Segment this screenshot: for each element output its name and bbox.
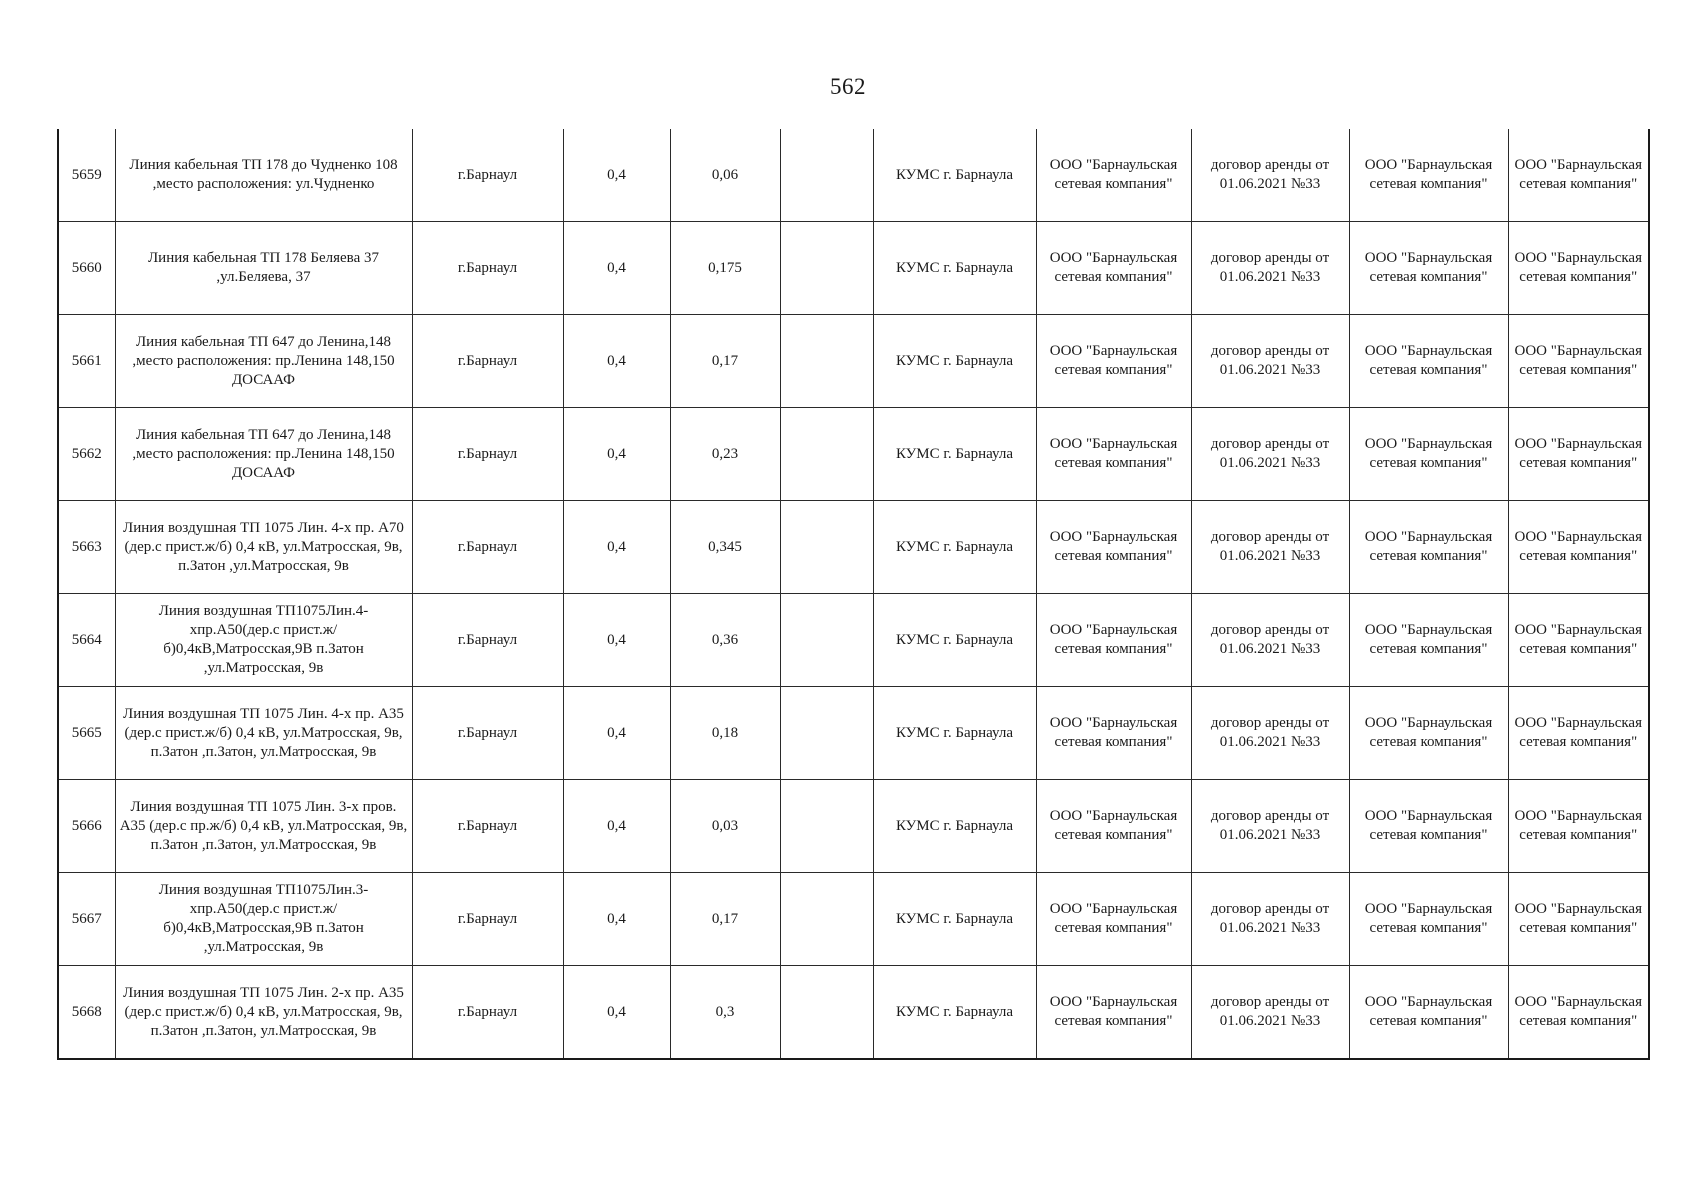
length-cell: 0,17 xyxy=(670,873,780,966)
basis-cell: договор аренды от 01.06.2021 №33 xyxy=(1191,966,1349,1060)
basis-cell: договор аренды от 01.06.2021 №33 xyxy=(1191,315,1349,408)
table-row xyxy=(58,873,1649,966)
row-number-cell: 5662 xyxy=(58,408,115,501)
row-number-cell: 5663 xyxy=(58,501,115,594)
length-cell: 0,36 xyxy=(670,594,780,687)
basis-cell: договор аренды от 01.06.2021 №33 xyxy=(1191,501,1349,594)
page-number: 562 xyxy=(830,74,866,99)
servicer-cell: ООО "Барнаульская сетевая компания" xyxy=(1508,873,1649,966)
voltage-cell: 0,4 xyxy=(563,315,670,408)
holder-cell: ООО "Барнаульская сетевая компания" xyxy=(1036,315,1191,408)
city-cell: г.Барнаул xyxy=(412,315,563,408)
row-number-cell: 5659 xyxy=(58,129,115,222)
object-name-cell: Линия воздушная ТП 1075 Лин. 3-х пров. А35 (дер.с пр.ж/б) 0,4 кВ, ул.Матросская, 9в, п.Затон ,п.Затон, ул.Матросская, 9в xyxy=(115,780,412,873)
operator-cell: ООО "Барнаульская сетевая компания" xyxy=(1349,408,1508,501)
owner-cell: КУМС г. Барнаула xyxy=(873,408,1036,501)
voltage-cell: 0,4 xyxy=(563,222,670,315)
empty-cell xyxy=(780,501,873,594)
owner-cell: КУМС г. Барнаула xyxy=(873,780,1036,873)
owner-cell: КУМС г. Барнаула xyxy=(873,966,1036,1060)
row-number-cell: 5660 xyxy=(58,222,115,315)
registry-table xyxy=(57,129,1650,1060)
voltage-cell: 0,4 xyxy=(563,594,670,687)
city-cell: г.Барнаул xyxy=(412,873,563,966)
city-cell: г.Барнаул xyxy=(412,129,563,222)
servicer-cell: ООО "Барнаульская сетевая компания" xyxy=(1508,501,1649,594)
row-number-cell: 5661 xyxy=(58,315,115,408)
servicer-cell: ООО "Барнаульская сетевая компания" xyxy=(1508,129,1649,222)
city-cell: г.Барнаул xyxy=(412,501,563,594)
owner-cell: КУМС г. Барнаула xyxy=(873,873,1036,966)
empty-cell xyxy=(780,408,873,501)
empty-cell xyxy=(780,687,873,780)
voltage-cell: 0,4 xyxy=(563,408,670,501)
owner-cell: КУМС г. Барнаула xyxy=(873,687,1036,780)
owner-cell: КУМС г. Барнаула xyxy=(873,129,1036,222)
row-number-cell: 5667 xyxy=(58,873,115,966)
city-cell: г.Барнаул xyxy=(412,780,563,873)
city-cell: г.Барнаул xyxy=(412,594,563,687)
servicer-cell: ООО "Барнаульская сетевая компания" xyxy=(1508,594,1649,687)
servicer-cell: ООО "Барнаульская сетевая компания" xyxy=(1508,780,1649,873)
length-cell: 0,175 xyxy=(670,222,780,315)
owner-cell: КУМС г. Барнаула xyxy=(873,222,1036,315)
operator-cell: ООО "Барнаульская сетевая компания" xyxy=(1349,501,1508,594)
holder-cell: ООО "Барнаульская сетевая компания" xyxy=(1036,687,1191,780)
length-cell: 0,17 xyxy=(670,315,780,408)
basis-cell: договор аренды от 01.06.2021 №33 xyxy=(1191,873,1349,966)
object-name-cell: Линия кабельная ТП 647 до Ленина,148 ,место расположения: пр.Ленина 148,150 ДОСААФ xyxy=(115,315,412,408)
object-name-cell: Линия кабельная ТП 178 до Чудненко 108 ,место расположения: ул.Чудненко xyxy=(115,129,412,222)
owner-cell: КУМС г. Барнаула xyxy=(873,594,1036,687)
empty-cell xyxy=(780,873,873,966)
basis-cell: договор аренды от 01.06.2021 №33 xyxy=(1191,408,1349,501)
table-row xyxy=(58,129,1649,222)
row-number-cell: 5664 xyxy=(58,594,115,687)
holder-cell: ООО "Барнаульская сетевая компания" xyxy=(1036,408,1191,501)
basis-cell: договор аренды от 01.06.2021 №33 xyxy=(1191,780,1349,873)
basis-cell: договор аренды от 01.06.2021 №33 xyxy=(1191,594,1349,687)
object-name-cell: Линия кабельная ТП 178 Беляева 37 ,ул.Беляева, 37 xyxy=(115,222,412,315)
row-number-cell: 5666 xyxy=(58,780,115,873)
voltage-cell: 0,4 xyxy=(563,780,670,873)
object-name-cell: Линия воздушная ТП 1075 Лин. 4-х пр. А35 (дер.с прист.ж/б) 0,4 кВ, ул.Матросская, 9в, п.Затон ,п.Затон, ул.Матросская, 9в xyxy=(115,687,412,780)
city-cell: г.Барнаул xyxy=(412,687,563,780)
operator-cell: ООО "Барнаульская сетевая компания" xyxy=(1349,594,1508,687)
city-cell: г.Барнаул xyxy=(412,222,563,315)
length-cell: 0,345 xyxy=(670,501,780,594)
basis-cell: договор аренды от 01.06.2021 №33 xyxy=(1191,222,1349,315)
length-cell: 0,23 xyxy=(670,408,780,501)
operator-cell: ООО "Барнаульская сетевая компания" xyxy=(1349,222,1508,315)
table-row xyxy=(58,501,1649,594)
operator-cell: ООО "Барнаульская сетевая компания" xyxy=(1349,687,1508,780)
row-number-cell: 5668 xyxy=(58,966,115,1060)
length-cell: 0,3 xyxy=(670,966,780,1060)
length-cell: 0,06 xyxy=(670,129,780,222)
length-cell: 0,18 xyxy=(670,687,780,780)
holder-cell: ООО "Барнаульская сетевая компания" xyxy=(1036,222,1191,315)
servicer-cell: ООО "Барнаульская сетевая компания" xyxy=(1508,222,1649,315)
voltage-cell: 0,4 xyxy=(563,501,670,594)
voltage-cell: 0,4 xyxy=(563,129,670,222)
voltage-cell: 0,4 xyxy=(563,966,670,1060)
basis-cell: договор аренды от 01.06.2021 №33 xyxy=(1191,129,1349,222)
operator-cell: ООО "Барнаульская сетевая компания" xyxy=(1349,966,1508,1060)
empty-cell xyxy=(780,780,873,873)
empty-cell xyxy=(780,222,873,315)
row-number-cell: 5665 xyxy=(58,687,115,780)
length-cell: 0,03 xyxy=(670,780,780,873)
object-name-cell: Линия воздушная ТП 1075 Лин. 2-х пр. А35 (дер.с прист.ж/б) 0,4 кВ, ул.Матросская, 9в, п.Затон ,п.Затон, ул.Матросская, 9в xyxy=(115,966,412,1060)
servicer-cell: ООО "Барнаульская сетевая компания" xyxy=(1508,687,1649,780)
table-row xyxy=(58,594,1649,687)
voltage-cell: 0,4 xyxy=(563,873,670,966)
holder-cell: ООО "Барнаульская сетевая компания" xyxy=(1036,129,1191,222)
table-row xyxy=(58,687,1649,780)
empty-cell xyxy=(780,129,873,222)
object-name-cell: Линия воздушная ТП 1075 Лин. 4-х пр. А70 (дер.с прист.ж/б) 0,4 кВ, ул.Матросская, 9в, п.Затон ,ул.Матросская, 9в xyxy=(115,501,412,594)
servicer-cell: ООО "Барнаульская сетевая компания" xyxy=(1508,315,1649,408)
object-name-cell: Линия воздушная ТП1075Лин.4-хпр.А50(дер.с прист.ж/б)0,4кВ,Матросская,9В п.Затон ,ул.Матросская, 9в xyxy=(115,594,412,687)
empty-cell xyxy=(780,966,873,1060)
operator-cell: ООО "Барнаульская сетевая компания" xyxy=(1349,129,1508,222)
table-row xyxy=(58,222,1649,315)
empty-cell xyxy=(780,315,873,408)
voltage-cell: 0,4 xyxy=(563,687,670,780)
holder-cell: ООО "Барнаульская сетевая компания" xyxy=(1036,873,1191,966)
table-row xyxy=(58,966,1649,1060)
holder-cell: ООО "Барнаульская сетевая компания" xyxy=(1036,594,1191,687)
operator-cell: ООО "Барнаульская сетевая компания" xyxy=(1349,873,1508,966)
city-cell: г.Барнаул xyxy=(412,408,563,501)
holder-cell: ООО "Барнаульская сетевая компания" xyxy=(1036,501,1191,594)
city-cell: г.Барнаул xyxy=(412,966,563,1060)
object-name-cell: Линия кабельная ТП 647 до Ленина,148 ,место расположения: пр.Ленина 148,150 ДОСААФ xyxy=(115,408,412,501)
registry-table-body xyxy=(58,129,1649,1059)
object-name-cell: Линия воздушная ТП1075Лин.3-хпр.А50(дер.с прист.ж/б)0,4кВ,Матросская,9В п.Затон ,ул.Матросская, 9в xyxy=(115,873,412,966)
servicer-cell: ООО "Барнаульская сетевая компания" xyxy=(1508,966,1649,1060)
owner-cell: КУМС г. Барнаула xyxy=(873,501,1036,594)
table-row xyxy=(58,780,1649,873)
holder-cell: ООО "Барнаульская сетевая компания" xyxy=(1036,780,1191,873)
table-row xyxy=(58,315,1649,408)
servicer-cell: ООО "Барнаульская сетевая компания" xyxy=(1508,408,1649,501)
operator-cell: ООО "Барнаульская сетевая компания" xyxy=(1349,780,1508,873)
holder-cell: ООО "Барнаульская сетевая компания" xyxy=(1036,966,1191,1060)
table-row xyxy=(58,408,1649,501)
operator-cell: ООО "Барнаульская сетевая компания" xyxy=(1349,315,1508,408)
basis-cell: договор аренды от 01.06.2021 №33 xyxy=(1191,687,1349,780)
owner-cell: КУМС г. Барнаула xyxy=(873,315,1036,408)
empty-cell xyxy=(780,594,873,687)
